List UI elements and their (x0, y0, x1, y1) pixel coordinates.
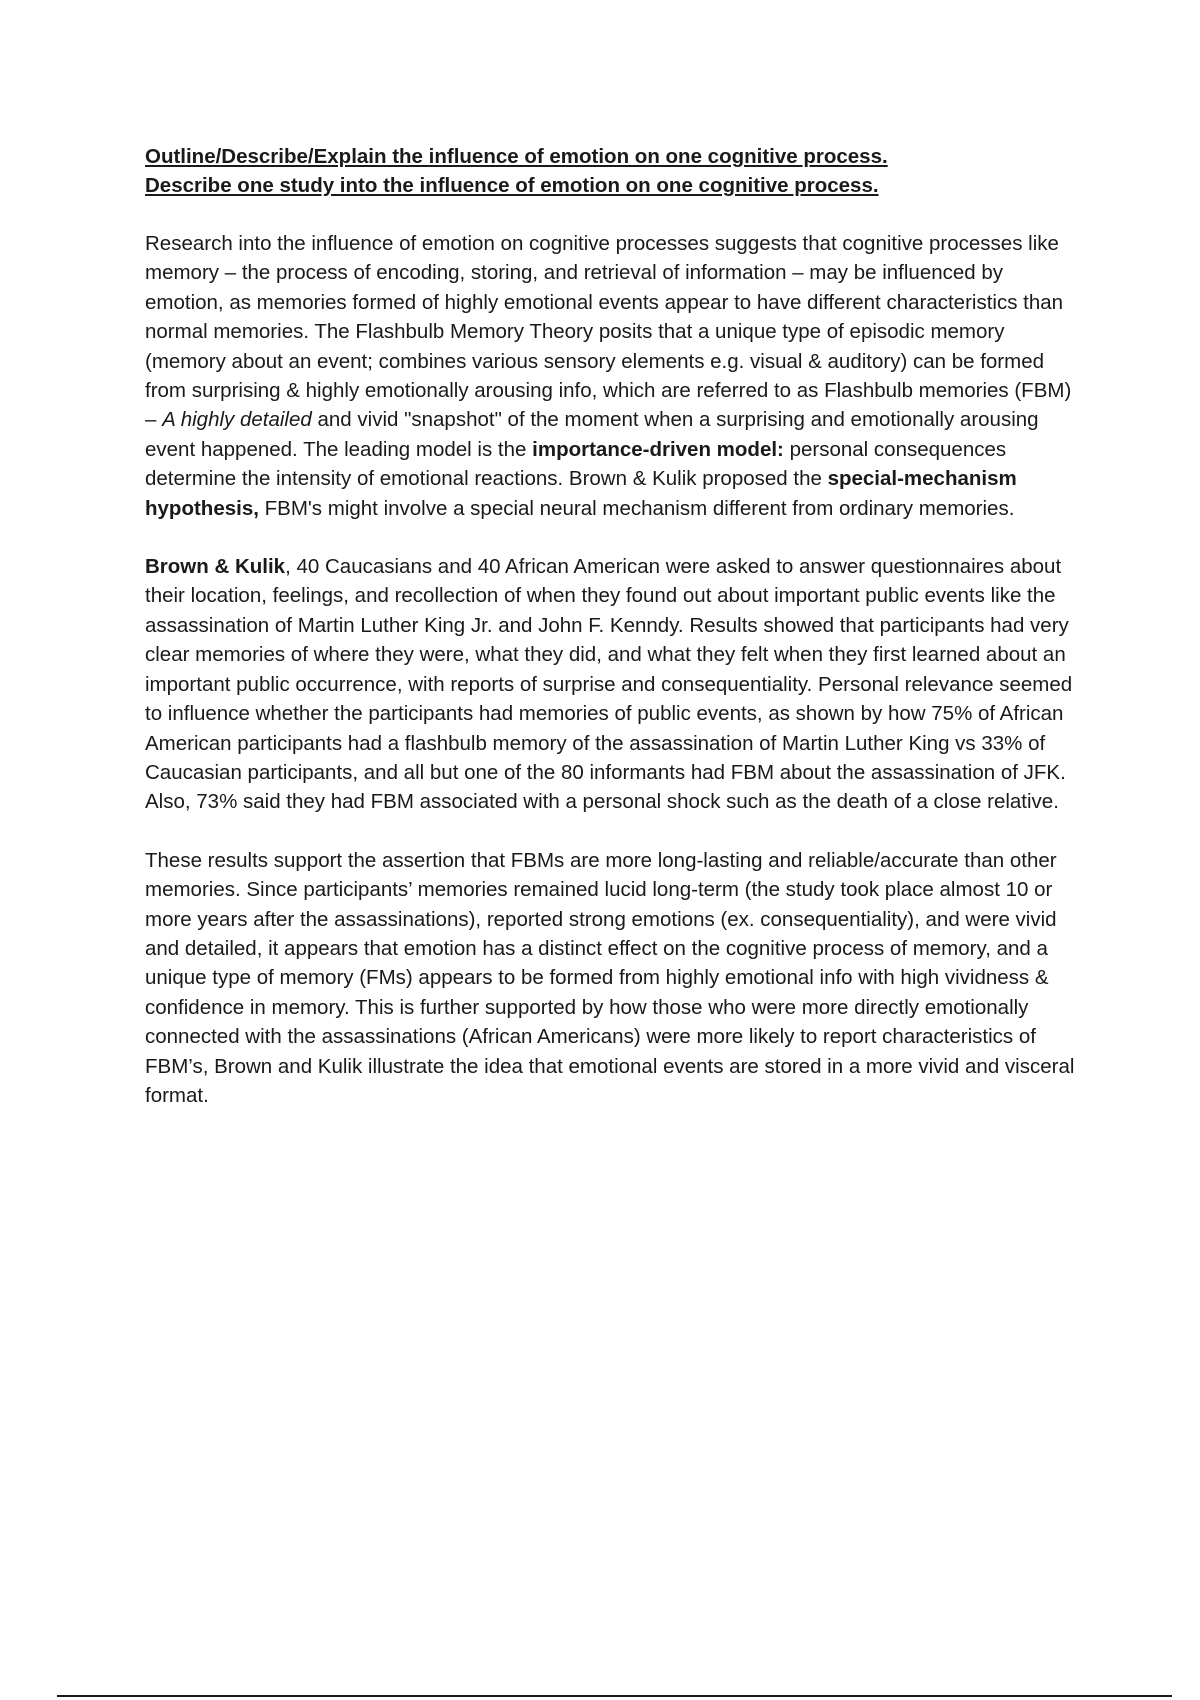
paragraph-theory-text-2: and vivid "snapshot" of the moment when a surprising and emotionally arousing event happened. The leading model is the (145, 408, 1039, 461)
paragraph-evaluation: These results support the assertion that FBMs are more long-lasting and reliable/accurate than other memories. Since participants’ memories remained lucid long-term (the study took place almost 10 or more years after the assassinations), reported strong emotions (ex. consequentiality), and were vivid and detailed, it appears that emotion has a distinct effect on the cognitive process of memory, and a unique type of memory (FMs) appears to be formed from highly emotional info with high vividness & confidence in memory. This is further supported by how those who were more directly emotionally connected with the assassinations (African Americans) were more likely to report characteristics of FBM’s, Brown and Kulik illustrate the idea that emotional events are stored in a more vivid and visceral format. (145, 848, 1075, 1107)
paragraph-study (145, 552, 1085, 817)
spacer (145, 817, 1085, 846)
document-page (145, 142, 1085, 1110)
page-bottom-rule (57, 1695, 1172, 1697)
paragraph-theory-text-4: FBM's might involve a special neural mechanism different from ordinary memories. (258, 496, 1015, 520)
study-authors: Brown & Kulik (145, 555, 286, 579)
paragraph-study-text: , 40 Caucasians and 40 African American were asked to answer questionnaires about their location, feelings, and recollection of when they found out about important public events like the assassination of Martin Luther King Jr. and John F. Kenndy. Results showed that participants had very clear memories of where they were, what they did, and what they felt when they first learned about an important public occurrence, with reports of surprise and consequentiality. Personal relevance seemed to influence whether the participants had memories of public events, as shown by how 75% of African American participants had a flashbulb memory of the assassination of Martin Luther King vs 33% of Caucasian participants, and all but one of the 80 informants had FBM about the assassination of JFK. Also, 73% said they had FBM associated with a personal shock such as the death of a close relative. (145, 555, 1073, 814)
paragraph-theory-text-3: personal consequences determine the intensity of emotional reactions. Brown & Kulik proposed the (145, 437, 1007, 491)
spacer (145, 200, 1085, 229)
spacer (145, 523, 1085, 552)
paragraph-theory-italic: A highly detailed (162, 408, 312, 432)
paragraph-theory-text-1: Research into the influence of emotion on cognitive processes suggests that cognitive processes like memory – the process of encoding, storing, and retrieval of information – may be influenced by emotion, as memories formed of highly emotional events appear to have different characteristics than normal memories. The Flashbulb Memory Theory posits that a unique type of episodic memory (memory about an event; combines various sensory elements e.g. visual & auditory) can be formed from surprising & highly emotionally arousing info, which are referred to as Flashbulb memories (FBM) – (145, 232, 1072, 432)
paragraph-theory (145, 229, 1085, 523)
heading-describe-study: Describe one study into the influence of emotion on one cognitive process. (145, 174, 879, 197)
importance-driven-model-term: importance-driven model: (532, 437, 784, 461)
heading-outline: Outline/Describe/Explain the influence of emotion on one cognitive process. (145, 145, 888, 168)
special-mechanism-term: special-mechanism hypothesis, (145, 467, 1017, 520)
